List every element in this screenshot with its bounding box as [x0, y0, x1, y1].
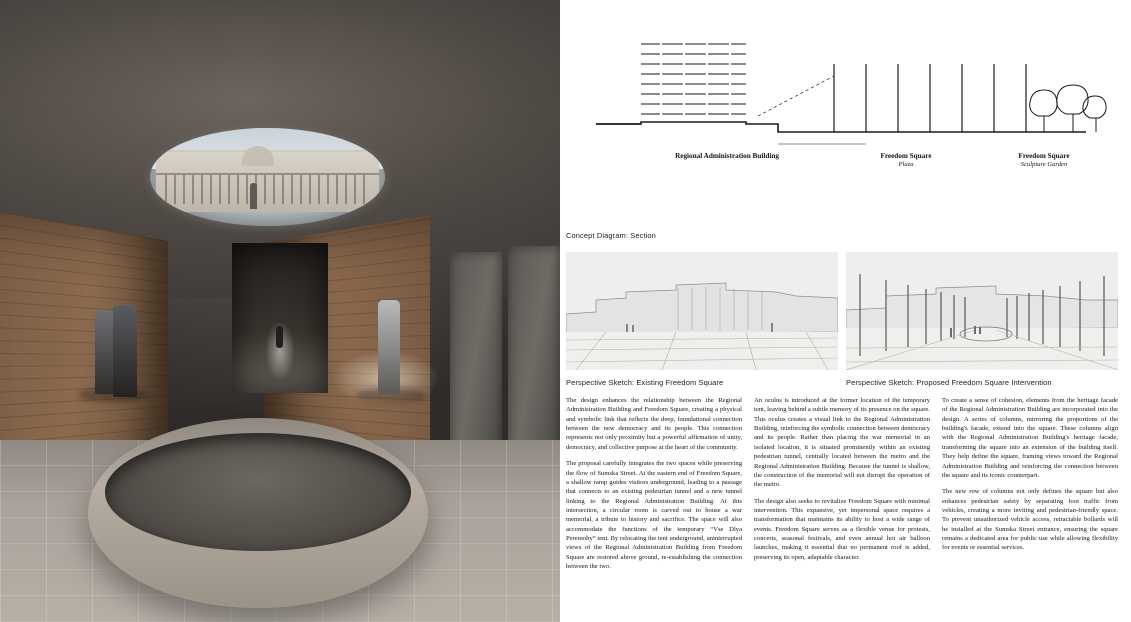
paragraph: The new row of columns not only defines the square but also enhances pedestrian safety by separating foot traffic from vehicles, creating a more inviting and pedestrian-friendly space. To prevent unauthorized vehicle access, retractable bollards will be installed at the Sumska Street entrance, ensuring the square remains a dedicated area for public use while allowing flexibility for events or essential services. [942, 488, 1118, 552]
sketch-proposed-intervention [846, 252, 1118, 370]
sketch-existing-square [566, 252, 838, 370]
figure-visitor-a [95, 310, 115, 394]
figure-visitor-c [378, 300, 400, 394]
diagram-label-1: Freedom Square Plaza [880, 152, 932, 168]
pool-water [105, 433, 411, 551]
text-column-3 [942, 396, 1118, 578]
interior-render [0, 0, 560, 622]
figure-visitor-b [113, 305, 137, 397]
diagram-label-0: Regional Administration Building [675, 152, 779, 160]
oculus-pedestrian [250, 183, 257, 209]
paragraph: The design also seeks to revitalize Freedom Square with minimal intervention. This expansive, yet impersonal space requires a transformation that maintains its ability to host a wide range of events. Freedom Square serves as a flexible venue for protests, concerts, seasonal festivals, and even annual hot air balloon launches, making it essential that no permanent roof is added, preserving its open, adaptable character. [754, 497, 930, 561]
text-columns [566, 396, 1119, 578]
paragraph: To create a sense of cohesion, elements from the heritage facade of the Regional Administration Building are incorporated into the design. A series of columns, mirroring the proportions of the building's facade, extend into the square. These columns align with the Regional Administration Building's heritage facade, transforming the square into an extension of the building itself. They help define the square, framing views toward the Regional Administration Building and reinforcing the connection between the square and its iconic counterpart. [942, 397, 1118, 479]
caption-sketch-proposed: Perspective Sketch: Proposed Freedom Square Intervention [846, 378, 1052, 387]
text-column-2 [754, 396, 930, 578]
sketch-proposed-svg [846, 252, 1118, 370]
caption-sketch-existing: Perspective Sketch: Existing Freedom Square [566, 378, 724, 387]
concept-section-diagram [566, 4, 1119, 224]
diagram-label-2: Freedom Square Sculpture Garden [1018, 152, 1070, 168]
sketch-existing-svg [566, 252, 838, 370]
oculus-facade-columns [165, 175, 370, 204]
paragraph: An oculus is introduced at the former location of the temporary tent, leaving behind a subtle memory of its presence on the square. This oculus creates a visual link to the Regional Administration Building, reinforcing the symbolic connection between democracy and its people. Rather than placing the war memorial in an isolated location, it is situated prominently within an existing pedestrian tunnel, centrally located between the metro and the Regional Administration Building. Because the tunnel is shallow, the construction of the memorial will not disrupt the operation of the metro. [754, 397, 930, 489]
section-diagram-svg [566, 4, 1119, 224]
wall-panel-right-inner [450, 252, 502, 452]
tunnel-figure [276, 326, 283, 348]
oculus-opening [150, 128, 385, 226]
paragraph: The proposal carefully integrates the two spaces while preserving the flow of Sumska Street. At the eastern end of Freedom Square, a shallow ramp guides visitors underground, leading to a passage that connects to an existing pedestrian tunnel and a new tunnel linking to the Regional Administration Building. At this intersection, a circular room is carved out to house a war memorial, a tribute to history and sacrifice. The space will also accommodate the functions of the temporary “Vse Dlya Peremohy” tent. By relocating the tent underground, uninterrupted views of the Regional Administration Building from Freedom Square are restored above ground, re-establishing the connection between the two. [566, 460, 742, 571]
tunnel-corridor [232, 243, 328, 393]
paragraph: The design enhances the relationship between the Regional Administration Building and Freedom Square, creating a physical and symbolic link that reflects the deep, foundational connection between the new democracy and its people. This connection represents not only proximity but a powerful affirmation of unity, democracy, and collective purpose at the heart of the community. [566, 397, 742, 451]
wall-panel-right-outer [508, 246, 560, 456]
caption-concept-section: Concept Diagram: Section [566, 231, 656, 240]
memorial-reflecting-pool [88, 418, 428, 608]
text-column-1 [566, 396, 742, 578]
right-panel [560, 0, 1131, 622]
